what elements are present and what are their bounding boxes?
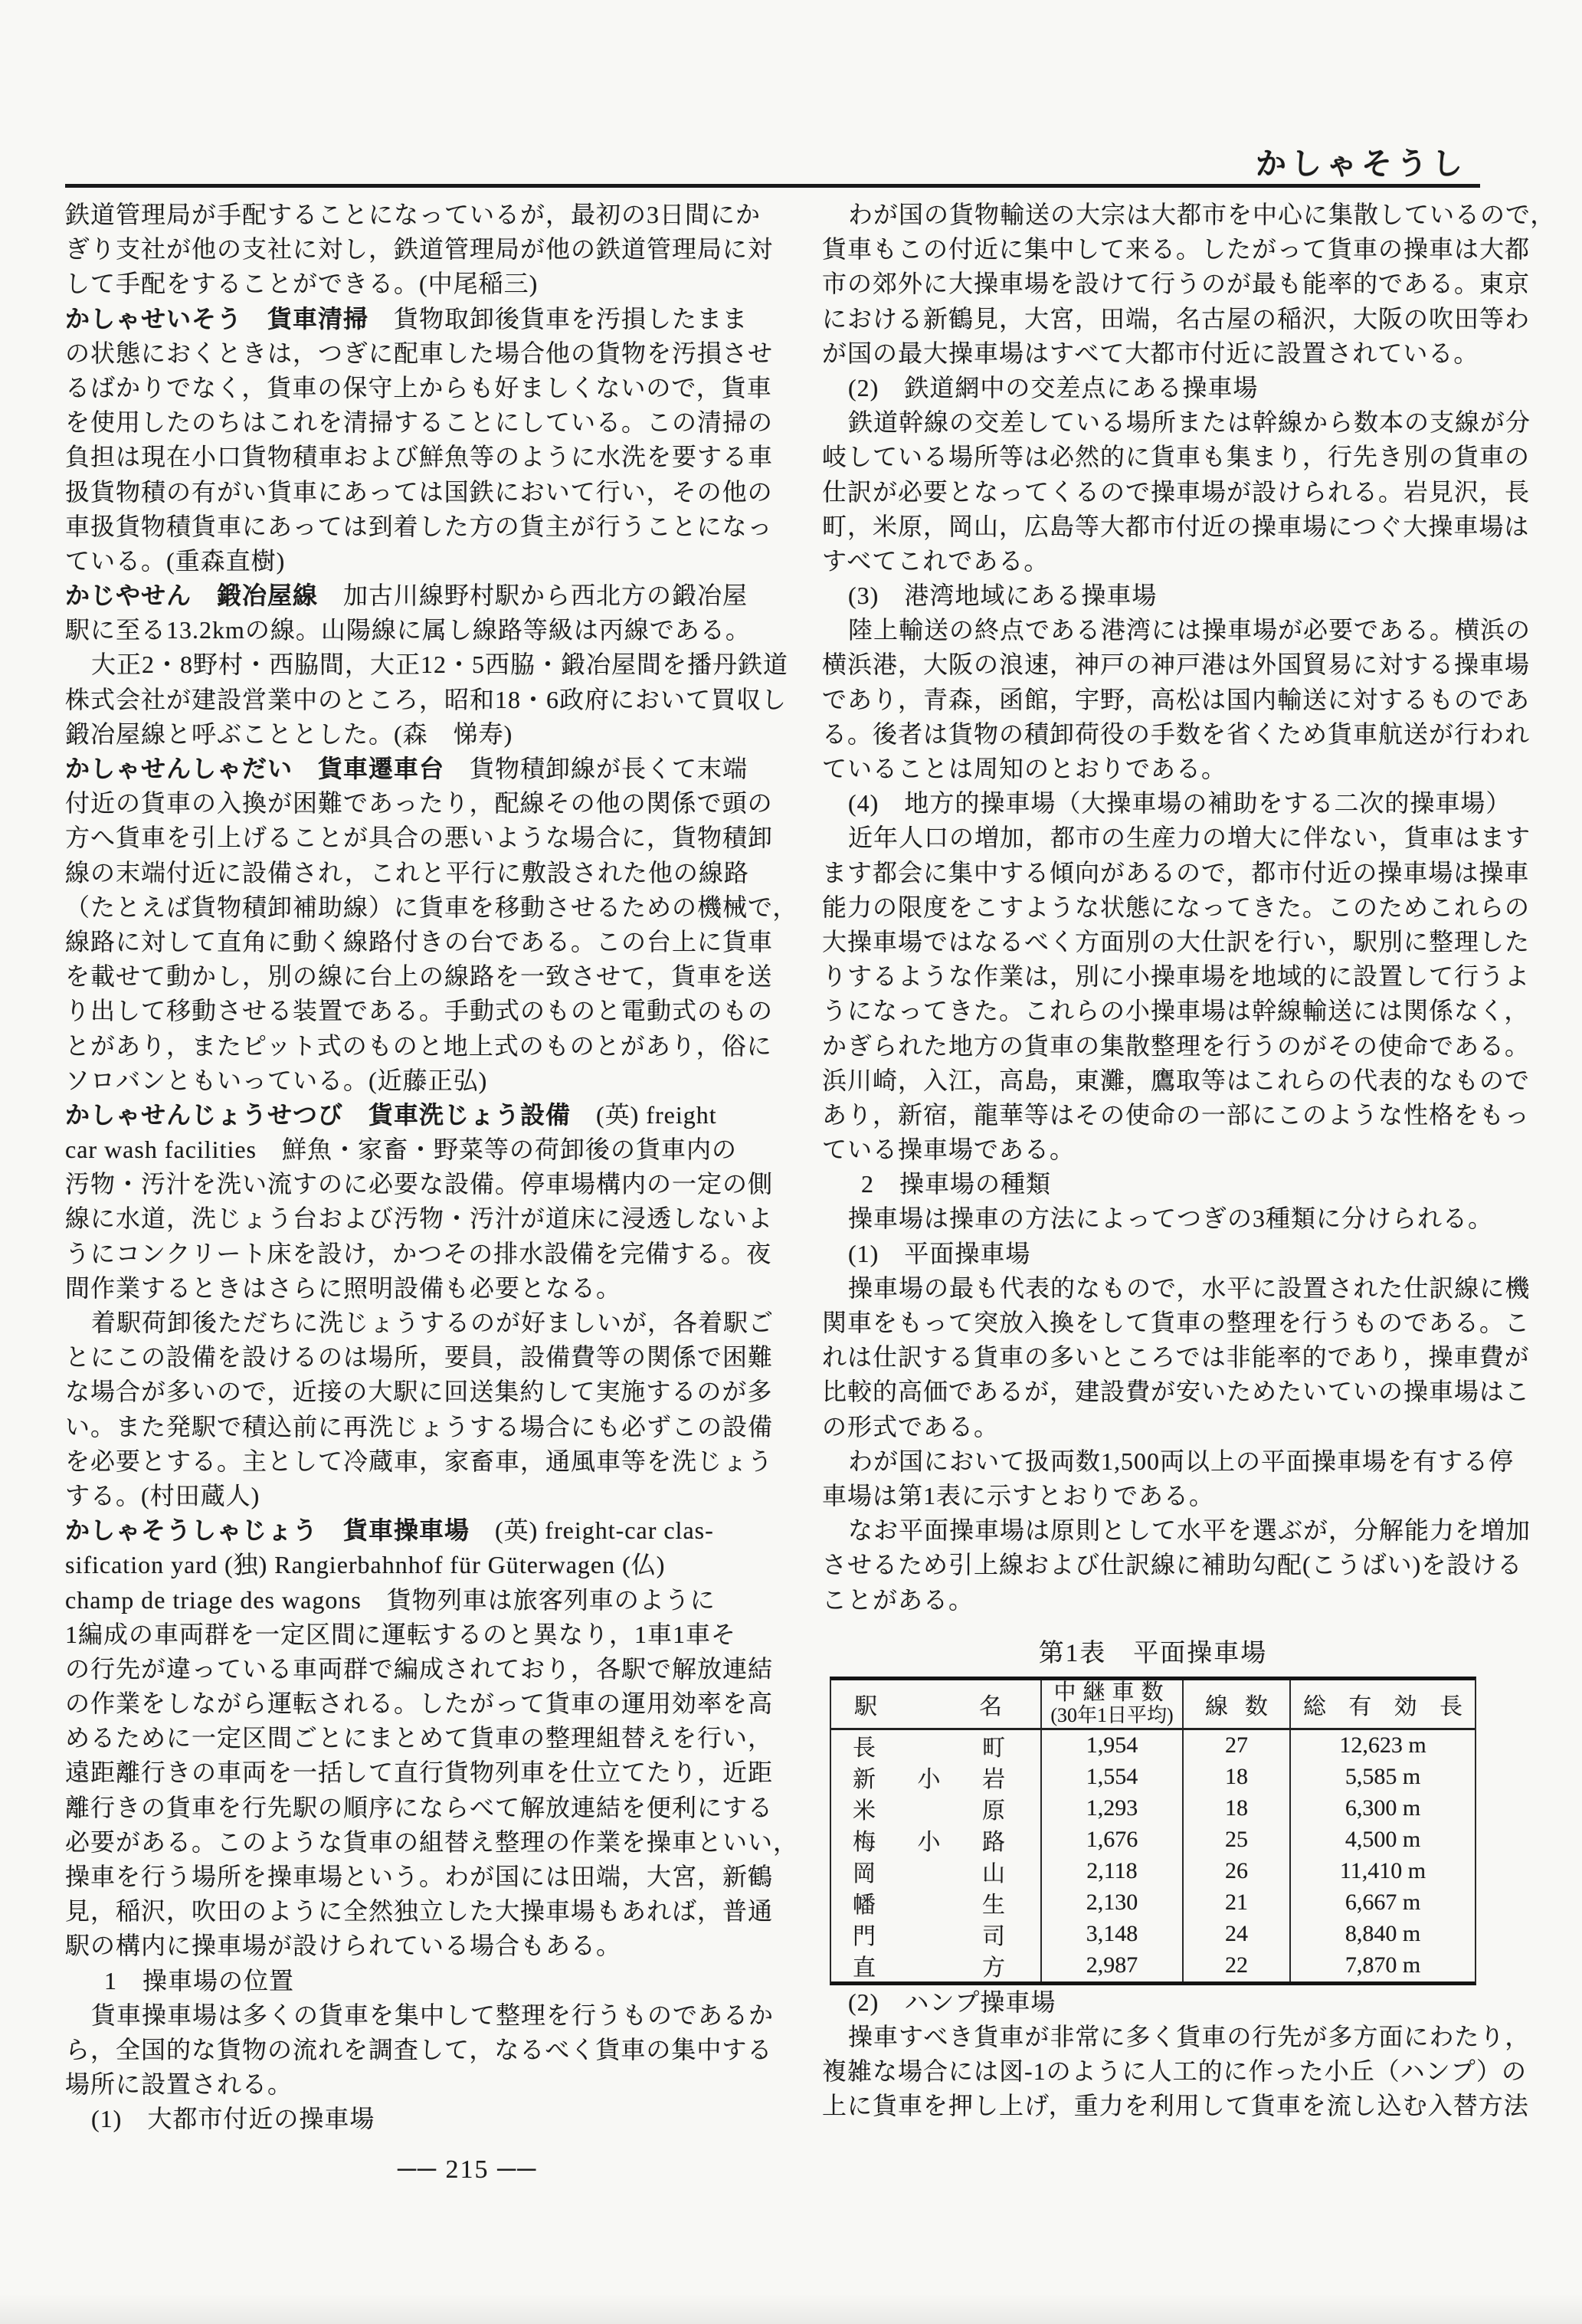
text-line: ている。(重森直樹) — [65, 546, 286, 575]
entry-headword: かしゃせんじょうせつび 貨車洗じょう設備 — [65, 1100, 572, 1129]
text-line: 陸上輸送の終点である港湾には操車場が必要である。横浜の — [848, 616, 1531, 644]
text-line: ソロバンともいっている。(近藤正弘) — [65, 1066, 488, 1094]
entry-headword: かじやせん 鍛冶屋線 — [65, 582, 319, 610]
text-line: の状態におくときは，つぎに配車した場合他の貨物を汚損させ — [65, 339, 774, 367]
text-line: かぎられた地方の貨車の集散整理を行うのがその使命である。 — [822, 1031, 1531, 1060]
flat-yard-table — [830, 1677, 1476, 1985]
text-line: 2 操車場の種類 — [861, 1170, 1052, 1198]
table-body — [831, 1730, 1475, 1981]
text-line: sification yard (独) Rangierbahnhof für Güterwagen (仏) — [65, 1551, 666, 1579]
right-column-text-bottom — [822, 1985, 1551, 2124]
table-cell: 1,293 — [1042, 1793, 1184, 1824]
text-line: ていることは周知のとおりである。 — [822, 755, 1227, 782]
text-line: わが国において扱両数1,500両以上の平面操車場を有する停 — [848, 1447, 1515, 1475]
text-line: 横浜港，大阪の浪速，神戸の神戸港は外国貿易に対する操車場 — [822, 651, 1531, 679]
text-line: わが国の貨物輸送の大宗は大都市を中心に集散しているので， — [848, 201, 1556, 228]
running-head: かしゃそうし — [1256, 146, 1467, 181]
text-line: 間作業するときはさらに照明設備も必要となる。 — [65, 1273, 622, 1302]
text-line: 鉄道管理局が手配することになっているが，最初の3日間にか — [65, 201, 762, 228]
text-line: 1 操車場の位置 — [104, 1966, 295, 1995]
text-line: 鉄道幹線の交差している場所または幹線から数本の支線が分 — [848, 408, 1531, 437]
table-cell: 幡 生 — [831, 1887, 1042, 1919]
text-line: うになってきた。これらの小操車場は幹線輸送には関係なく， — [822, 997, 1530, 1025]
table-header-relay — [1042, 1680, 1184, 1728]
table-cell: 22 — [1184, 1950, 1291, 1981]
text-line: 1編成の車両群を一定区間に運転するのと異なり，1車1車そ — [65, 1620, 737, 1648]
table-row — [831, 1919, 1475, 1950]
header-rule — [65, 184, 1480, 188]
left-column — [65, 198, 799, 2137]
table-row — [831, 1887, 1475, 1919]
table-cell: 新 小 岩 — [831, 1762, 1042, 1793]
table-cell: 24 — [1184, 1919, 1291, 1950]
table-cell: 米 原 — [831, 1793, 1042, 1824]
text-line: 操車を行う場所を操車場という。わが国には田端，大宮，新鶴 — [65, 1863, 774, 1890]
table-cell: 5,585 m — [1345, 1764, 1421, 1790]
text-line: (4) 地方的操車場（大操車場の補助をする二次的操車場） — [848, 789, 1512, 818]
table-row — [831, 1824, 1475, 1856]
text-line: （たとえば貨物積卸補助線）に貨車を移動させるための機械で， — [65, 893, 798, 921]
text-line: を載せて動かし，別の線に台上の線路を一致させて，貨車を送 — [65, 962, 773, 991]
text-line: (2) 鉄道網中の交差点にある操車場 — [848, 373, 1259, 402]
text-line: 方へ貨車を引上げることが具合の悪いような場合に，貨物積卸 — [65, 824, 774, 852]
text-line: かしゃせんしゃだい 貨車遷車台 貨物積卸線が長くて末端 — [65, 755, 748, 782]
text-line: する。(村田蔵人) — [65, 1481, 260, 1509]
table-cell: 21 — [1184, 1887, 1291, 1919]
table-cell: 18 — [1184, 1793, 1291, 1824]
text-line: 関車をもって突放入換をして貨車の整理を行うものである。こ — [822, 1309, 1531, 1336]
entry-headword: かしゃせんしゃだい 貨車遷車台 — [65, 755, 445, 782]
text-line: 駅の構内に操車場が設けられている場合もある。 — [65, 1932, 622, 1960]
text-line: る。後者は貨物の積卸荷役の手数を省くため貨車航送が行われ — [822, 719, 1531, 748]
text-line: 着駅荷卸後ただちに洗じょうするのが好ましいが，各着駅ご — [91, 1309, 775, 1336]
table-cell: 18 — [1184, 1762, 1291, 1793]
table-header-station: 駅 名 — [831, 1680, 1042, 1728]
text-line: とがあり，またピット式のものと地上式のものとがあり，俗に — [65, 1031, 772, 1060]
text-line: car wash facilities 鮮魚・家畜・野菜等の荷卸後の貨車内の — [65, 1136, 738, 1164]
text-line: とにこの設備を設けるのは場所，要員，設備費等の関係で困難 — [65, 1343, 774, 1372]
text-line: るばかりでなく，貨車の保守上からも好ましくないので，貨車 — [65, 373, 772, 402]
table-cell: 2,130 — [1042, 1887, 1184, 1919]
text-line: な場合が多いので，近接の大駅に回送集約して実施するのが多 — [65, 1378, 773, 1406]
text-line: 離行きの貨車を行先駅の順序にならべて解放連結を便利にする — [65, 1793, 774, 1821]
table-cell: 門 司 — [831, 1919, 1042, 1950]
text-line: を使用したのちはこれを清掃することにしている。この清掃の — [65, 408, 774, 437]
table-cell: 1,954 — [1042, 1730, 1184, 1762]
text-line: 線の末端付近に設備され，これと平行に敷設された他の線路 — [65, 858, 749, 887]
text-line: における新鶴見，大宮，田端，名古屋の稲沢，大阪の吹田等わ — [822, 304, 1531, 333]
text-line: 町，米原，岡山，広島等大都市付近の操車場につぐ大操車場は — [822, 512, 1530, 540]
table-row — [831, 1950, 1475, 1981]
text-line: ら，全国的な貨物の流れを調査して，なるべく貨車の集中する — [65, 2035, 773, 2063]
table-header-relay-line2: (30年1日平均) — [1050, 1703, 1174, 1726]
text-line: 能力の限度をこすような状態になってきた。このためこれらの — [822, 893, 1531, 921]
text-line: うにコンクリート床を設け，かつその排水設備を完備する。夜 — [65, 1239, 772, 1267]
text-line: の行先が違っている車両群で編成されており，各駅で解放連結 — [65, 1654, 774, 1683]
text-line: champ de triage des wagons 貨物列車は旅客列車のように — [65, 1585, 716, 1614]
text-line: の作業をしながら運転される。したがって貨車の運用効率を高 — [65, 1690, 774, 1718]
text-line: 負担は現在小口貨物積車および鮮魚等のように水洗を要する車 — [65, 443, 774, 471]
text-line: であり，青森，函館，宇野，高松は国内輸送に対するものであ — [822, 685, 1531, 713]
text-line: させるため引上線および仕訳線に補助勾配(こうばい)を設ける — [822, 1551, 1523, 1579]
text-line: 上に貨車を押し上げ，重力を利用して貨車を流し込む入替方法 — [822, 2092, 1529, 2120]
text-line: 近年人口の増加，都市の生産力の増大に伴ない，貨車はます — [848, 824, 1531, 852]
table-cell: 6,300 m — [1345, 1795, 1421, 1821]
text-line: 複雑な場合には図-1のように人工的に作った小丘（ハンプ）の — [822, 2057, 1527, 2086]
table-cell: 8,840 m — [1345, 1921, 1421, 1947]
text-line: ている操車場である。 — [822, 1136, 1076, 1164]
text-line: ます都会に集中する傾向があるので，都市付近の操車場は操車 — [822, 858, 1530, 887]
text-line: (2) ハンプ操車場 — [848, 1988, 1056, 2016]
table-cell: 長 町 — [831, 1730, 1042, 1762]
text-line: (1) 平面操車場 — [848, 1239, 1031, 1267]
table-header-relay-line1: 中継車数 — [1053, 1680, 1171, 1705]
page-number: ── 215 ── — [397, 2155, 538, 2184]
table-cell: 7,870 m — [1345, 1952, 1421, 1978]
text-line: 市の郊外に大操車場を設けて行うのが最も能率的である。東京 — [822, 270, 1531, 298]
text-line: 仕訳が必要となってくるので操車場が設けられる。岩見沢，長 — [822, 477, 1531, 506]
text-line: して手配をすることができる。(中尾稲三) — [65, 270, 539, 298]
text-line: 駅に至る13.2kmの線。山陽線に属し線路等級は丙線である。 — [65, 616, 751, 644]
text-line: ぎり支社が他の支社に対し，鉄道管理局が他の鉄道管理局に対 — [65, 235, 774, 264]
text-line: 汚物・汚汁を洗い流すのに必要な設備。停車場構内の一定の側 — [65, 1170, 774, 1198]
table-cell: 26 — [1184, 1856, 1291, 1887]
table-row — [831, 1793, 1475, 1824]
right-column-text-top — [822, 198, 1556, 1618]
table-cell: 4,500 m — [1345, 1827, 1421, 1853]
table-cell: 3,148 — [1042, 1919, 1184, 1950]
right-column — [822, 198, 1556, 2123]
text-line: 線路に対して直角に動く線路付きの台である。この台上に貨車 — [65, 927, 774, 955]
text-line: 見，稲沢，吹田のように全然独立した大操車場もあれば，普通 — [65, 1897, 774, 1926]
table-cell: 2,987 — [1042, 1950, 1184, 1981]
text-line: 車扱貨物積貨車にあっては到着した方の貨主が行うことになっ — [65, 512, 773, 540]
text-line: り出して移動させる装置である。手動式のものと電動式のもの — [65, 997, 774, 1025]
text-line: 株式会社が建設営業中のところ，昭和18・6政府において買収し — [65, 685, 788, 713]
text-line: 遠距離行きの車両を一括して直行貨物列車を仕立てたり，近距 — [65, 1759, 774, 1787]
text-line: 鍛冶屋線と呼ぶこととした。(森 悌寿) — [65, 719, 513, 748]
table-cell: 梅 小 路 — [831, 1824, 1042, 1856]
text-line: 貨車もこの付近に集中して来る。したがって貨車の操車は大都 — [822, 235, 1531, 264]
table-cell: 岡 山 — [831, 1856, 1042, 1887]
text-line: めるために一定区間ごとにまとめて貨車の整理組替えを行い， — [65, 1724, 774, 1752]
table-cell: 11,410 m — [1339, 1858, 1426, 1884]
table-header-length: 総 有 効 長 — [1303, 1693, 1462, 1719]
text-line: すべてこれである。 — [822, 546, 1050, 575]
text-line: りするような作業は，別に小操車場を地域的に設置して行うよ — [822, 962, 1531, 991]
table-header-row — [831, 1680, 1475, 1730]
text-line: かしゃせいそう 貨車清掃 貨物取卸後貨車を汚損したまま — [65, 304, 748, 333]
text-line: 比較的高価であるが，建設費が安いためたいていの操車場はこ — [822, 1378, 1531, 1406]
table-cell: 25 — [1184, 1824, 1291, 1856]
table-row — [831, 1762, 1475, 1793]
text-line: 付近の貨車の入換が困難であったり，配線その他の関係で頭の — [65, 789, 773, 818]
text-line: 線に水道，洗じょう台および汚物・汚汁が道床に浸透しないよ — [65, 1205, 774, 1233]
entry-headword: かしゃせいそう 貨車清掃 — [65, 304, 369, 333]
text-line: (1) 大都市付近の操車場 — [91, 2105, 375, 2133]
text-line: が国の最大操車場はすべて大都市付近に設置されている。 — [822, 339, 1479, 367]
table-caption: 第1表 平面操車場 — [1038, 1639, 1268, 1667]
text-line: ことがある。 — [822, 1585, 974, 1614]
table-cell: 1,676 — [1042, 1824, 1184, 1856]
text-line: を必要とする。主として冷蔵車，家畜車，通風車等を洗じょう — [65, 1447, 774, 1475]
text-line: 扱貨物積の有がい貨車にあっては国鉄において行い，その他の — [65, 477, 773, 506]
text-line: れは仕訳する貨車の多いところでは非能率的であり，操車費が — [822, 1343, 1530, 1372]
text-line: 大操車場ではなるべく方面別の大仕訳を行い，駅別に整理した — [822, 927, 1531, 955]
text-line: (3) 港湾地域にある操車場 — [848, 582, 1158, 610]
text-line: い。また発駅で積込前に再洗じょうする場合にも必ずこの設備 — [65, 1412, 774, 1441]
text-line: 大正2・8野村・西脇間，大正12・5西脇・鍛冶屋間を播丹鉄道 — [91, 651, 789, 679]
text-line: 車場は第1表に示すとおりである。 — [822, 1481, 1215, 1509]
table-row — [831, 1730, 1475, 1762]
text-line: 貨車操車場は多くの貨車を集中して整理を行うものであるか — [91, 2001, 775, 2029]
text-line: かしゃせんじょうせつび 貨車洗じょう設備 (英) freight — [65, 1100, 717, 1129]
text-line: 操車場は操車の方法によってつぎの3種類に分けられる。 — [848, 1205, 1494, 1233]
text-line: の形式である。 — [822, 1412, 1000, 1441]
text-line: 浜川崎，入江，高島，東灘，鷹取等はこれらの代表的なもので — [822, 1066, 1531, 1094]
text-line: 岐している場所等は必然的に貨車も集まり，行先き別の貨車の — [822, 443, 1531, 471]
table-cell: 2,118 — [1042, 1856, 1184, 1887]
text-line: 操車すべき貨車が非常に多く貨車の行先が多方面にわたり， — [848, 2022, 1531, 2050]
text-line: なお平面操車場は原則として水平を選ぶが，分解能力を増加 — [848, 1516, 1531, 1545]
table-cell: 直 方 — [831, 1950, 1042, 1981]
table-cell: 1,554 — [1042, 1762, 1184, 1793]
text-line: かしゃそうしゃじょう 貨車操車場 (英) freight-car clas- — [65, 1516, 714, 1545]
table-cell: 6,667 m — [1345, 1890, 1421, 1916]
table-cell: 27 — [1184, 1730, 1291, 1762]
text-line: 必要がある。このような貨車の組替え整理の作業を操車といい， — [65, 1827, 799, 1856]
table-header-tracks: 線 数 — [1184, 1680, 1291, 1728]
text-line: 操車場の最も代表的なもので，水平に設置された仕訳線に機 — [848, 1273, 1531, 1302]
text-line: 場所に設置される。 — [65, 2070, 293, 2099]
text-line: あり，新宿，龍華等はその使命の一部にこのような性格をもっ — [822, 1100, 1531, 1129]
text-line: かじやせん 鍛冶屋線 加古川線野村駅から西北方の鍛冶屋 — [65, 582, 748, 610]
table-row — [831, 1856, 1475, 1887]
table-cell: 12,623 m — [1339, 1732, 1426, 1759]
entry-headword: かしゃそうしゃじょう 貨車操車場 — [65, 1516, 470, 1545]
